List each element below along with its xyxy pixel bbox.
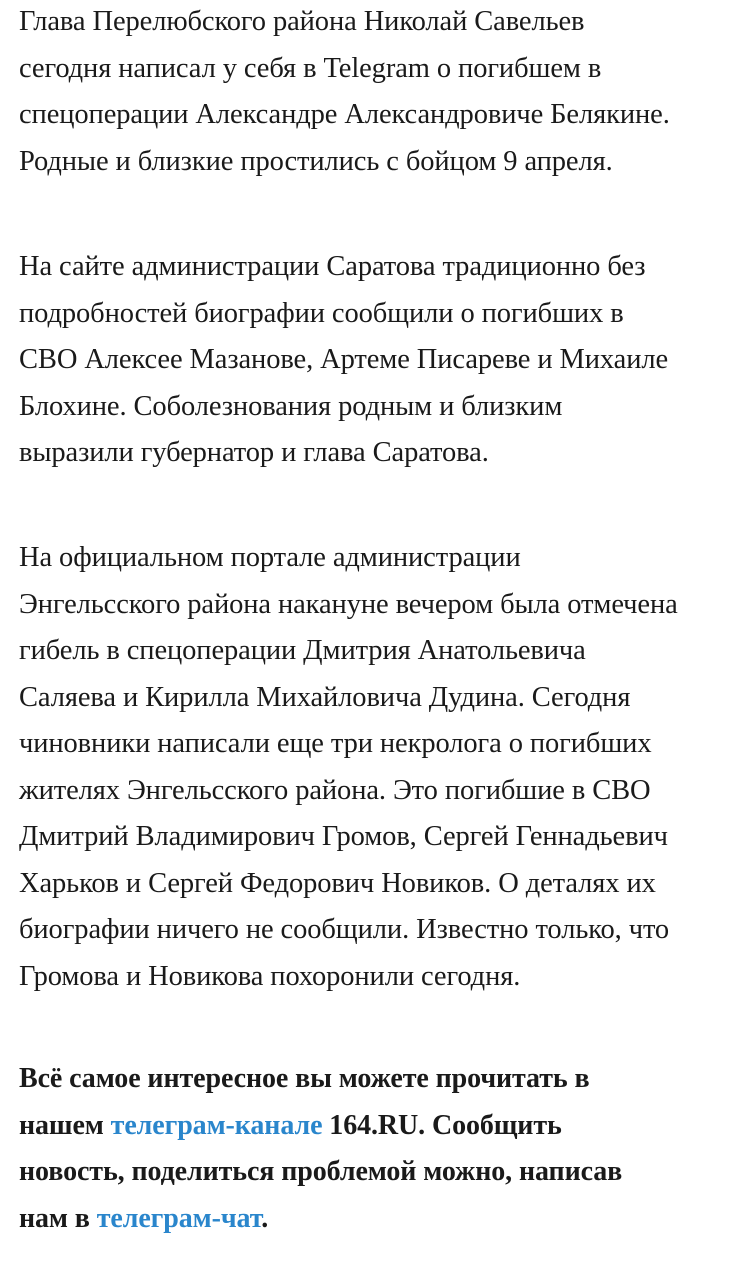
- cta-text: нам в: [19, 1202, 97, 1234]
- cta-line: Всё самое интересное вы можете прочитать в: [19, 1063, 590, 1094]
- text-line: чиновники написали еще три некролога о погибших: [19, 728, 652, 759]
- text-line: На официальном портале администрации: [19, 542, 521, 573]
- paragraph-engels: [19, 535, 678, 1000]
- telegram-channel-link[interactable]: телеграм-канале: [110, 1109, 323, 1141]
- cta-paragraph: [19, 1056, 622, 1242]
- cta-line: [19, 1196, 622, 1243]
- cta-line: новость, поделиться проблемой можно, написав: [19, 1156, 623, 1187]
- text-line: Глава Перелюбского района Николай Савельев: [19, 6, 585, 37]
- cta-line: [19, 1103, 622, 1150]
- text-line: подробностей биографии сообщили о погибших в: [19, 297, 624, 329]
- text-line: Харьков и Сергей Федорович Новиков. О деталях их: [19, 867, 656, 899]
- text-line: Громова и Новикова похоронили сегодня.: [19, 960, 521, 992]
- paragraph-perelyub: [19, 0, 670, 185]
- text-line: гибель в спецоперации Дмитрия Анатольевича: [19, 635, 586, 666]
- text-line: Дмитрий Владимирович Громов, Сергей Геннадьевич: [19, 821, 668, 852]
- text-line: Родные и близкие простились с бойцом 9 апреля.: [19, 145, 613, 177]
- cta-text: .: [261, 1202, 269, 1234]
- cta-text: нашем: [19, 1109, 111, 1141]
- telegram-chat-link[interactable]: телеграм-чат: [96, 1202, 262, 1234]
- text-line: выразили губернатор и глава Саратова.: [19, 437, 489, 468]
- text-line: сегодня написал у себя в Telegram о погибшем в: [19, 52, 602, 84]
- text-line: Саляева и Кирилла Михайловича Дудина. Сегодня: [19, 681, 631, 713]
- text-line: биографии ничего не сообщили. Известно только, что: [19, 914, 670, 945]
- text-line: жителях Энгельсского района. Это погибшие в СВО: [19, 774, 651, 806]
- cta-text: 164.RU. Сообщить: [322, 1109, 562, 1141]
- paragraph-saratov: [19, 244, 668, 477]
- text-line: Блохине. Соболезнования родным и близким: [19, 390, 563, 422]
- text-line: На сайте администрации Саратова традиционно без: [19, 251, 646, 282]
- text-line: СВО Алексее Мазанове, Артеме Писареве и Михаиле: [19, 344, 669, 375]
- text-line: Энгельсского района накануне вечером была отмечена: [19, 588, 678, 620]
- text-line: спецоперации Александре Александровиче Белякине.: [19, 99, 670, 130]
